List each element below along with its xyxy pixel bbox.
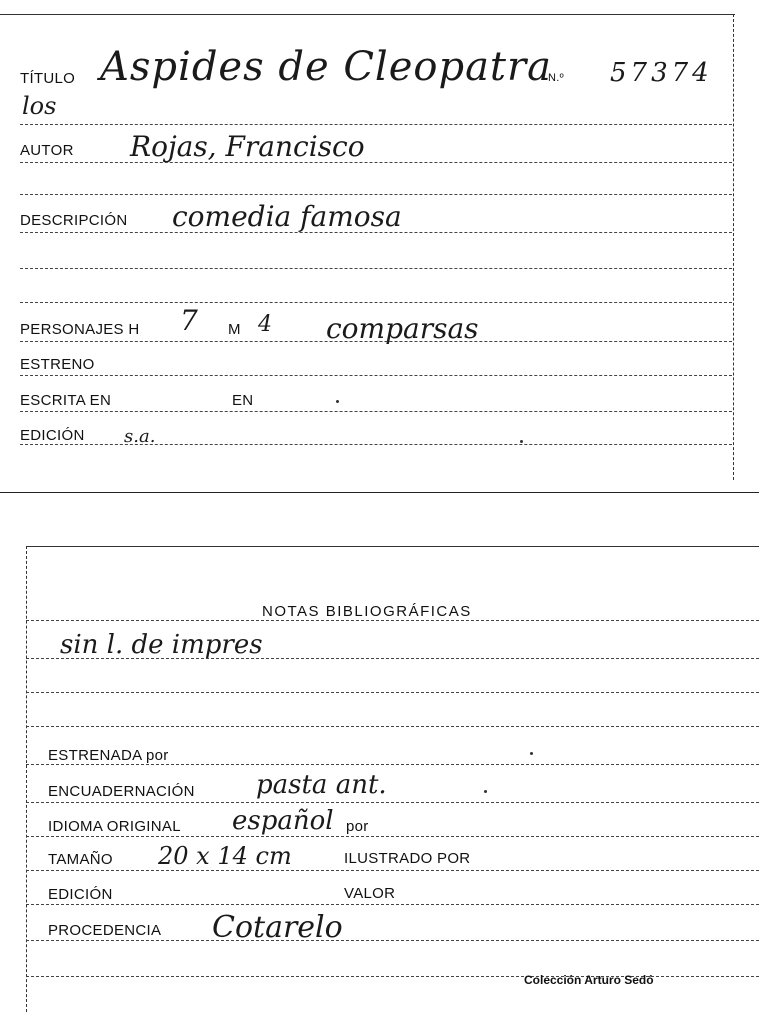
descripcion-label: DESCRIPCIÓN: [20, 212, 128, 229]
personajes-m-value: 4: [258, 312, 272, 337]
rule: [26, 658, 759, 659]
right-border: [733, 14, 734, 480]
rule: [26, 764, 759, 765]
rule: [20, 444, 732, 445]
smudge: [530, 752, 533, 755]
top-border: [0, 14, 735, 15]
numero-value: 57374: [610, 58, 713, 88]
tamano-label: TAMAÑO: [48, 851, 113, 868]
edicion-value: s.a.: [124, 426, 156, 447]
rule: [26, 802, 759, 803]
rule: [26, 726, 759, 727]
catalog-card-back: [0, 540, 759, 1028]
personajes-m-label: M: [228, 321, 241, 338]
notas-heading: NOTAS BIBLIOGRÁFICAS: [262, 603, 472, 620]
numero-label: N.º: [548, 72, 564, 84]
rule: [26, 620, 759, 621]
tamano-value: 20 x 14 cm: [158, 842, 292, 870]
rule: [26, 870, 759, 871]
personajes-label: PERSONAJES H: [20, 321, 140, 338]
rule: [26, 836, 759, 837]
rule: [20, 268, 732, 269]
escrita-en-label: EN: [232, 392, 254, 409]
notas-value: sin l. de impres: [60, 630, 263, 660]
estrenada-label: ESTRENADA por: [48, 747, 169, 764]
rule: [20, 194, 732, 195]
rule: [26, 940, 759, 941]
rule: [20, 162, 732, 163]
encuadernacion-value: pasta ant.: [256, 770, 387, 800]
procedencia-value: Cotarelo: [212, 910, 343, 945]
smudge: [520, 440, 523, 443]
collection-footer: Colección Arturo Sedó: [524, 973, 654, 987]
idioma-label: IDIOMA ORIGINAL: [48, 818, 181, 835]
autor-value: Rojas, Francisco: [130, 130, 365, 163]
idioma-por-label: por: [346, 818, 369, 835]
rule: [20, 302, 732, 303]
smudge: [484, 790, 487, 793]
edicion-label: EDICIÓN: [20, 427, 85, 444]
personajes-extra-value: comparsas: [326, 312, 479, 345]
top-border: [26, 546, 759, 547]
rule: [20, 341, 732, 342]
autor-label: AUTOR: [20, 142, 74, 159]
rule: [26, 904, 759, 905]
rule: [20, 375, 732, 376]
estreno-label: ESTRENO: [20, 356, 95, 373]
rule: [20, 411, 732, 412]
titulo-article: los: [22, 92, 57, 120]
descripcion-value: comedia famosa: [172, 200, 402, 233]
catalog-card-front: [0, 0, 759, 493]
smudge: [336, 400, 339, 403]
left-border: [26, 546, 27, 1012]
procedencia-label: PROCEDENCIA: [48, 922, 162, 939]
titulo-label: TÍTULO: [20, 70, 76, 87]
personajes-h-value: 7: [180, 304, 198, 337]
titulo-value: Aspides de Cleopatra: [100, 44, 552, 90]
rule: [20, 232, 732, 233]
rule: [26, 692, 759, 693]
edicion-label: EDICIÓN: [48, 886, 113, 903]
ilustrado-label: ILUSTRADO POR: [344, 850, 471, 867]
encuadernacion-label: ENCUADERNACIÓN: [48, 783, 195, 800]
idioma-value: español: [232, 806, 334, 836]
valor-label: VALOR: [344, 885, 396, 902]
escrita-label: ESCRITA EN: [20, 392, 112, 409]
rule: [20, 124, 732, 125]
